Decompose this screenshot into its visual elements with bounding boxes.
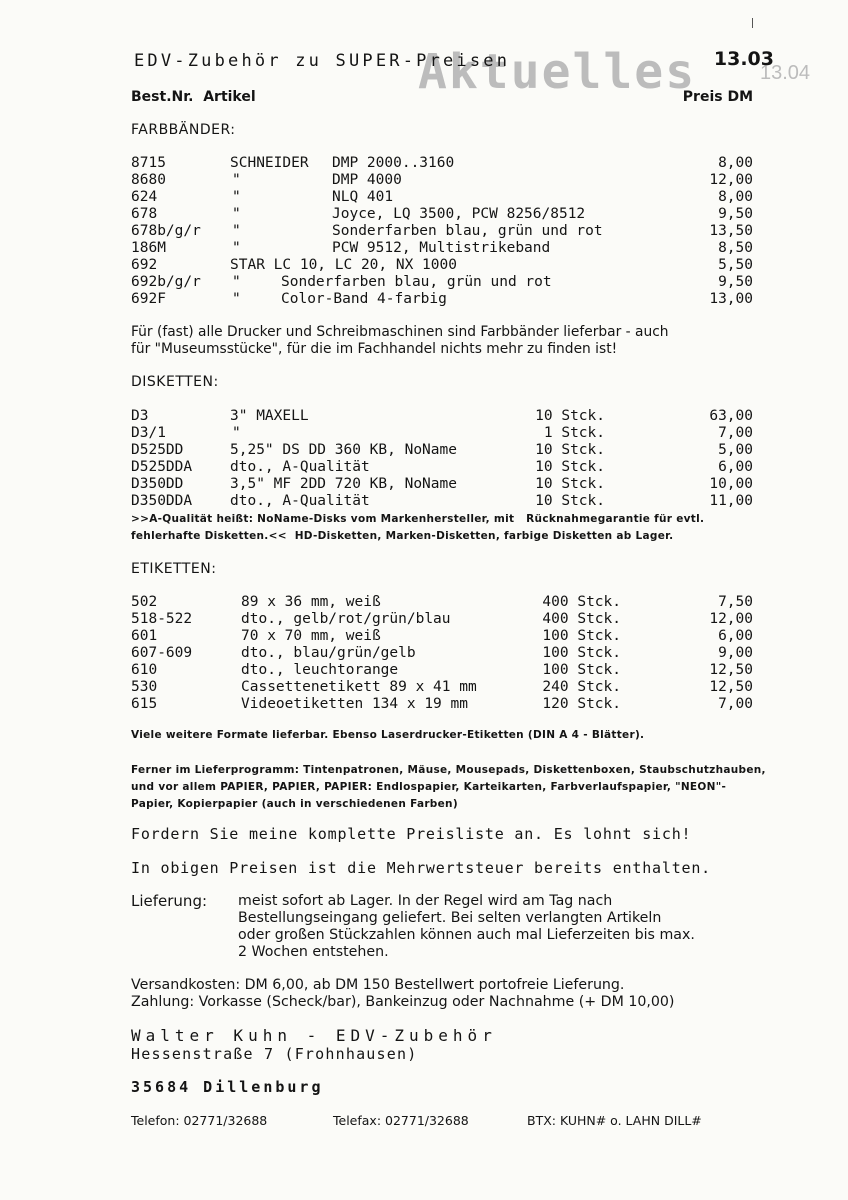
item-brand: " (232, 206, 241, 222)
program-line-2: und vor allem PAPIER, PAPIER, PAPIER: Endlospapier, Karteikarten, Farbverlaufspapier, "NEON"- (131, 781, 727, 793)
item-price: 13,00 (709, 291, 753, 307)
disk-note-line-1: >>A-Qualität heißt: NoName-Disks vom Markenhersteller, mit Rücknahmegarantie für evtl. (131, 513, 705, 525)
item-description: DMP 4000 (332, 172, 402, 188)
item-price: 11,00 (709, 493, 753, 509)
item-number: 8715 (131, 155, 166, 171)
shipping-costs: Versandkosten: DM 6,00, ab DM 150 Bestellwert portofreie Lieferung. (131, 977, 625, 993)
column-header-article: Best.Nr. Artikel (131, 89, 256, 105)
delivery-line-2: Bestellungseingang geliefert. Bei selten verlangten Artikeln (238, 910, 662, 926)
phone-number: Telefon: 02771/32688 (131, 1113, 268, 1128)
show-through-background: Aktuelles 13.04 (418, 44, 811, 100)
delivery-line-3: oder großen Stückzahlen können auch mal Lieferzeiten bis max. (238, 927, 695, 943)
item-brand: " (232, 240, 241, 256)
item-number: D3 (131, 408, 149, 424)
ribbon-note-line-2: für "Museumsstücke", für die im Fachhandel nichts mehr zu finden ist! (131, 341, 618, 357)
payment-terms: Zahlung: Vorkasse (Scheck/bar), Bankeinzug oder Nachnahme (+ DM 10,00) (131, 994, 675, 1010)
pricelist-note: Fordern Sie meine komplette Preisliste an. Es lohnt sich! (131, 825, 692, 843)
item-quantity: 400 Stck. (542, 594, 621, 610)
item-number: 610 (131, 662, 158, 678)
item-description: 70 x 70 mm, weiß (241, 628, 381, 644)
item-brand: SCHNEIDER (230, 155, 309, 171)
column-header-price: Preis DM (682, 89, 753, 105)
item-price: 12,50 (709, 679, 753, 695)
fax-number: Telefax: 02771/32688 (333, 1113, 469, 1128)
delivery-label: Lieferung: (131, 892, 208, 910)
item-number: 530 (131, 679, 158, 695)
item-price: 9,00 (718, 645, 753, 661)
item-price: 6,00 (718, 459, 753, 475)
item-description: PCW 9512, Multistrikeband (332, 240, 551, 256)
item-description: DMP 2000..3160 (332, 155, 455, 171)
item-description: 5,25" DS DD 360 KB, NoName (230, 442, 457, 458)
item-description: " (232, 425, 241, 441)
item-number: 692 (131, 257, 158, 273)
item-description: dto., gelb/rot/grün/blau (241, 611, 451, 627)
item-quantity: 240 Stck. (542, 679, 621, 695)
header (134, 48, 774, 74)
item-number: 678 (131, 206, 158, 222)
item-description: Sonderfarben blau, grün und rot (281, 274, 552, 290)
item-number: D525DDA (131, 459, 193, 475)
item-number: D525DD (131, 442, 184, 458)
item-number: 692F (131, 291, 166, 307)
item-price: 7,50 (718, 594, 753, 610)
item-number: 678b/g/r (131, 223, 201, 239)
item-description: Joyce, LQ 3500, PCW 8256/8512 (332, 206, 586, 222)
item-brand: STAR LC 10, LC 20, NX 1000 (230, 257, 457, 273)
postal-city: 35684 Dillenburg (131, 1078, 324, 1096)
item-description: dto., leuchtorange (241, 662, 399, 678)
item-description: NLQ 401 (332, 189, 394, 205)
program-line-3: Papier, Kopierpapier (auch in verschiedenen Farben) (131, 798, 458, 810)
item-brand: " (232, 274, 241, 290)
item-quantity: 1 Stck. (543, 425, 605, 441)
street-address: Hessenstraße 7 (Frohnhausen) (131, 1045, 418, 1063)
item-quantity: 100 Stck. (542, 628, 621, 644)
item-description: dto., blau/grün/gelb (241, 645, 416, 661)
item-price: 5,00 (718, 442, 753, 458)
item-brand: " (232, 189, 241, 205)
item-number: 607-609 (131, 645, 193, 661)
item-description: dto., A-Qualität (230, 459, 370, 475)
delivery-line-4: 2 Wochen entstehen. (238, 944, 389, 960)
item-number: D350DD (131, 476, 184, 492)
section-heading-ribbons: FARBBÄNDER: (131, 122, 236, 138)
item-description: dto., A-Qualität (230, 493, 370, 509)
program-line-1: Ferner im Lieferprogramm: Tintenpatronen, Mäuse, Mousepads, Diskettenboxen, Staubschutzhauben, (131, 764, 766, 776)
item-description: Sonderfarben blau, grün und rot (332, 223, 603, 239)
item-number: 624 (131, 189, 158, 205)
corner-mark (752, 18, 753, 28)
item-brand: " (232, 172, 241, 188)
item-price: 63,00 (709, 408, 753, 424)
item-description: 89 x 36 mm, weiß (241, 594, 381, 610)
item-price: 7,00 (718, 425, 753, 441)
item-number: D350DDA (131, 493, 193, 509)
item-price: 8,00 (718, 155, 753, 171)
item-description: Cassettenetikett 89 x 41 mm (241, 679, 477, 695)
item-price: 7,00 (718, 696, 753, 712)
item-price: 8,00 (718, 189, 753, 205)
item-price: 12,00 (709, 611, 753, 627)
item-quantity: 10 Stck. (535, 493, 605, 509)
item-number: 692b/g/r (131, 274, 201, 290)
item-quantity: 120 Stck. (542, 696, 621, 712)
item-number: 186M (131, 240, 166, 256)
item-number: 615 (131, 696, 158, 712)
item-number: 518-522 (131, 611, 193, 627)
item-brand: " (232, 291, 241, 307)
item-quantity: 100 Stck. (542, 662, 621, 678)
item-price: 12,00 (709, 172, 753, 188)
disk-note-line-2: fehlerhafte Disketten.<< HD-Disketten, Marken-Disketten, farbige Disketten ab Lager. (131, 530, 674, 542)
section-heading-labels: ETIKETTEN: (131, 561, 217, 577)
item-price: 13,50 (709, 223, 753, 239)
page-title: EDV-Zubehör zu SUPER-Preisen (134, 51, 511, 71)
item-quantity: 10 Stck. (535, 408, 605, 424)
item-quantity: 100 Stck. (542, 645, 621, 661)
section-heading-disks: DISKETTEN: (131, 374, 219, 390)
item-brand: " (232, 223, 241, 239)
item-description: Videoetiketten 134 x 19 mm (241, 696, 468, 712)
item-quantity: 10 Stck. (535, 442, 605, 458)
item-quantity: 400 Stck. (542, 611, 621, 627)
item-number: 502 (131, 594, 158, 610)
item-number: 8680 (131, 172, 166, 188)
item-quantity: 10 Stck. (535, 476, 605, 492)
btx-address: BTX: KUHN# o. LAHN DILL# (527, 1113, 702, 1128)
item-description: Color-Band 4-farbig (281, 291, 447, 307)
item-description: 3,5" MF 2DD 720 KB, NoName (230, 476, 457, 492)
item-price: 6,00 (718, 628, 753, 644)
company-name: Walter Kuhn - EDV-Zubehör (131, 1026, 497, 1045)
item-number: D3/1 (131, 425, 166, 441)
item-number: 601 (131, 628, 158, 644)
item-price: 8,50 (718, 240, 753, 256)
ribbon-note-line-1: Für (fast) alle Drucker und Schreibmaschinen sind Farbbänder lieferbar - auch (131, 324, 669, 340)
item-quantity: 10 Stck. (535, 459, 605, 475)
delivery-line-1: meist sofort ab Lager. In der Regel wird am Tag nach (238, 893, 613, 909)
item-price: 12,50 (709, 662, 753, 678)
item-price: 9,50 (718, 206, 753, 222)
label-note: Viele weitere Formate lieferbar. Ebenso Laserdrucker-Etiketten (DIN A 4 - Blätter). (131, 729, 645, 741)
item-price: 5,50 (718, 257, 753, 273)
item-price: 10,00 (709, 476, 753, 492)
vat-note: In obigen Preisen ist die Mehrwertsteuer bereits enthalten. (131, 859, 712, 877)
item-price: 9,50 (718, 274, 753, 290)
page-number: 13.03 (713, 48, 774, 70)
item-description: 3" MAXELL (230, 408, 309, 424)
